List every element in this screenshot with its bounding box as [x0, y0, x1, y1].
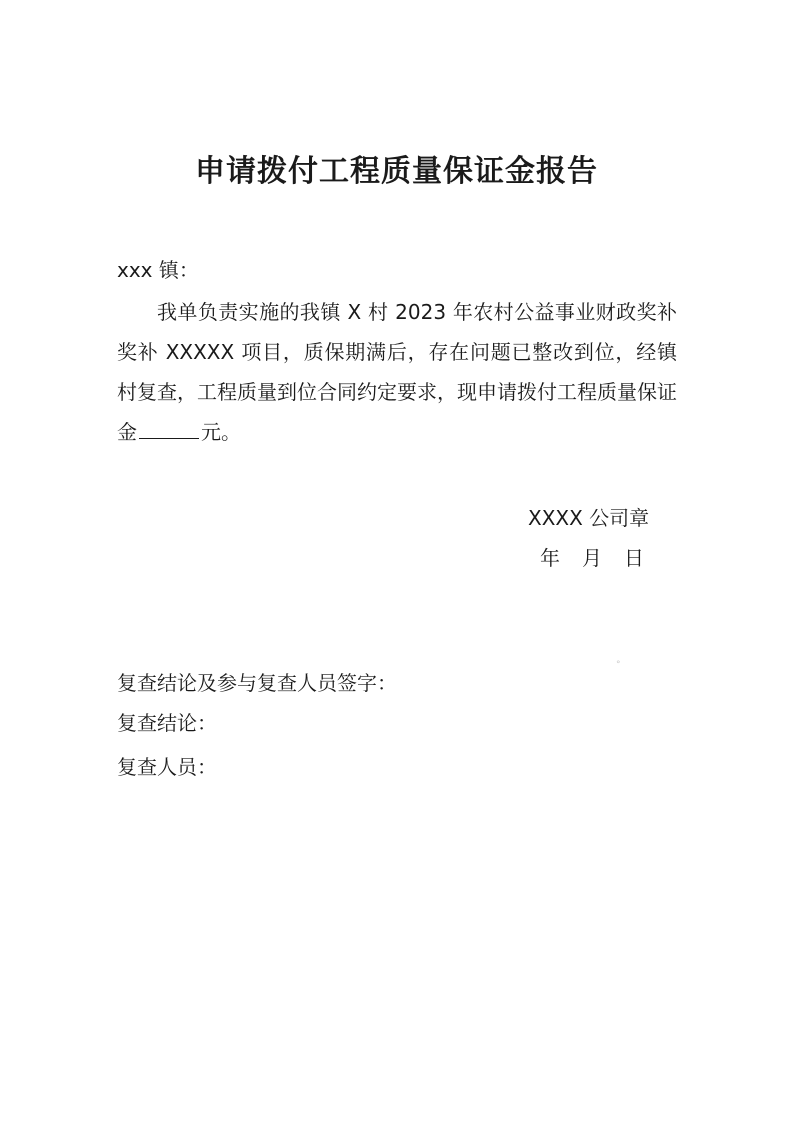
- date-year: 年: [540, 546, 560, 570]
- date-month: 月: [582, 546, 602, 570]
- body-text-after-blank: 元。: [201, 420, 241, 444]
- review-heading: 复查结论及参与复查人员签字：: [117, 671, 397, 695]
- date-line: [540, 543, 644, 573]
- date-day: 日: [624, 546, 644, 570]
- body-text-before-blank: 我单负责实施的我镇 X 村 2023 年农村公益事业财政奖补奖补 XXXXX 项目，质保期满后，存在问题已整改到位，经镇村复查，工程质量到位合同约定要求，现申请拨付工程质量保证金: [117, 300, 677, 444]
- review-conclusion-label: 复查结论：: [117, 711, 217, 735]
- company-seal-line: XXXX 公司章: [528, 506, 650, 530]
- salutation: xxx 镇：: [117, 258, 199, 282]
- document-title: 申请拨付工程质量保证金报告: [195, 154, 598, 189]
- amount-blank: [139, 418, 199, 439]
- page-mark: °: [616, 660, 621, 670]
- body-paragraph: [117, 292, 677, 452]
- review-personnel-label: 复查人员：: [117, 755, 217, 779]
